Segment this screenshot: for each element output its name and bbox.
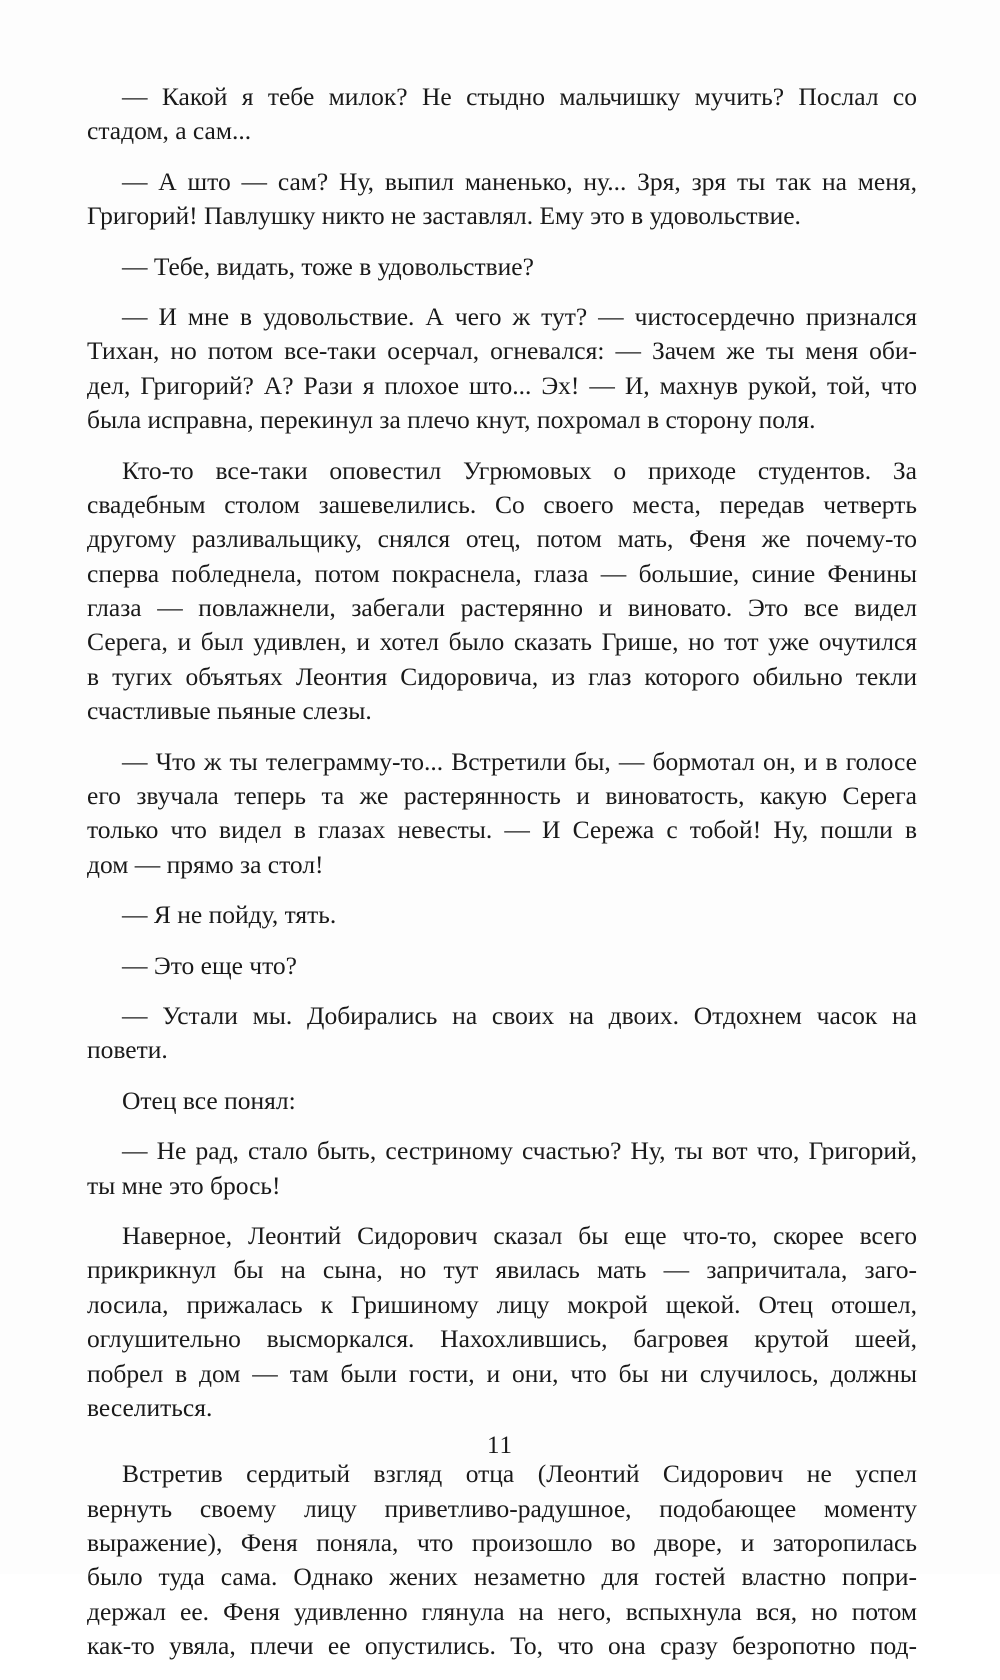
text-line: Наверное, Леонтий Сидорович сказал бы еще что-то, скорее всего — [122, 1220, 917, 1250]
text-line: — Устали мы. Добирались на своих на двоих. Отдохнем часок на — [122, 1000, 917, 1030]
text-line: побрел в дом — там были гости, и они, что бы ни случилось, должны — [87, 1358, 917, 1388]
text-line: оглушительно высморкался. Нахохлившись, багровея крутой шеей, — [87, 1324, 917, 1354]
text-line: Кто-то все-таки оповестил Угрюмовых о приходе студентов. За — [122, 455, 917, 485]
text-line: — Какой я тебе милок? Не стыдно мальчишку мучить? Послал со — [122, 82, 917, 111]
text-line: было туда сама. Однако жених незаметно для гостей властно попри- — [87, 1562, 917, 1592]
text-line: выражение), Феня поняла, что произошло во дворе, и заторопилась — [87, 1528, 917, 1558]
text-line: держал ее. Феня удивленно глянула на него, вспыхнула вся, но потом — [87, 1596, 917, 1626]
text-line: глаза — повлажнели, забегали растерянно и виновато. Это все видел — [87, 593, 917, 623]
text-line: — И мне в удовольствие. А чего ж тут? — чистосердечно признался — [122, 301, 917, 331]
text-line: в тугих объятьях Леонтия Сидоровича, из глаз которого обильно текли — [87, 661, 917, 691]
text-line: только что видел в глазах невесты. — И Сережа с тобой! Ну, пошли в — [87, 815, 917, 845]
text-line: прикрикнул бы на сына, но тут явилась мать — запричитала, заго- — [87, 1255, 917, 1285]
text-line: его звучала теперь та же растерянность и виноватость, какую Серега — [87, 781, 917, 811]
text-line: дел, Григорий? А? Рази я плохое што... Эх! — И, махнув рукой, той, что — [87, 370, 917, 400]
text-line: Серега, и был удивлен, и хотел было сказать Грише, но тот уже очутился — [87, 627, 917, 657]
text-line: Григорий! Павлушку никто не заставлял. Ему это в удовольствие. — [87, 201, 801, 231]
text-line: лосила, прижалась к Гришиному лицу мокрой щекой. Отец отошел, — [87, 1289, 917, 1319]
text-line: Тихан, но потом все-таки осерчал, огневался: — Зачем же ты меня оби- — [87, 336, 917, 366]
text-line: Встретив сердитый взгляд отца (Леонтий Сидорович не успел — [122, 1459, 917, 1489]
text-line: Отец все понял: — [122, 1085, 296, 1115]
text-line: счастливые пьяные слезы. — [87, 696, 372, 726]
text-line: — Тебе, видать, тоже в удовольствие? — [122, 251, 534, 281]
text-line: — А што — сам? Ну, выпил маненько, ну... Зря, зря ты так на меня, — [122, 166, 917, 196]
text-line: стадом, а сам... — [87, 116, 252, 146]
text-line: — Это еще что? — [122, 950, 297, 980]
text-line: веселиться. — [87, 1392, 213, 1422]
text-line: — Я не пойду, тять. — [122, 900, 337, 930]
text-line: другому разливальщику, снялся отец, потом мать, Феня же почему-то — [87, 524, 917, 554]
text-line: как-то увяла, плечи ее опустились. То, что она сразу безропотно под- — [87, 1631, 917, 1661]
text-line: сперва побледнела, потом покраснела, глаза — большие, синие Фенины — [87, 558, 917, 588]
text-line: вернуть своему лицу приветливо-радушное, подобающее моменту — [87, 1493, 917, 1523]
text-line: повети. — [87, 1035, 168, 1065]
text-line: — Не рад, стало быть, сестриному счастью? Ну, ты вот что, Григорий, — [122, 1136, 917, 1166]
text-line: дом — прямо за стол! — [87, 849, 324, 879]
text-line: ты мне это брось! — [87, 1170, 281, 1200]
text-line: свадебным столом зашевелились. Со своего места, передав четверть — [87, 489, 917, 519]
text-line: была исправна, перекинул за плечо кнут, похромал в сторону поля. — [87, 405, 816, 435]
page-number: 11 — [486, 1432, 514, 1459]
text-line: — Что ж ты телеграмму-то... Встретили бы, — бормотал он, и в голосе — [122, 746, 917, 776]
